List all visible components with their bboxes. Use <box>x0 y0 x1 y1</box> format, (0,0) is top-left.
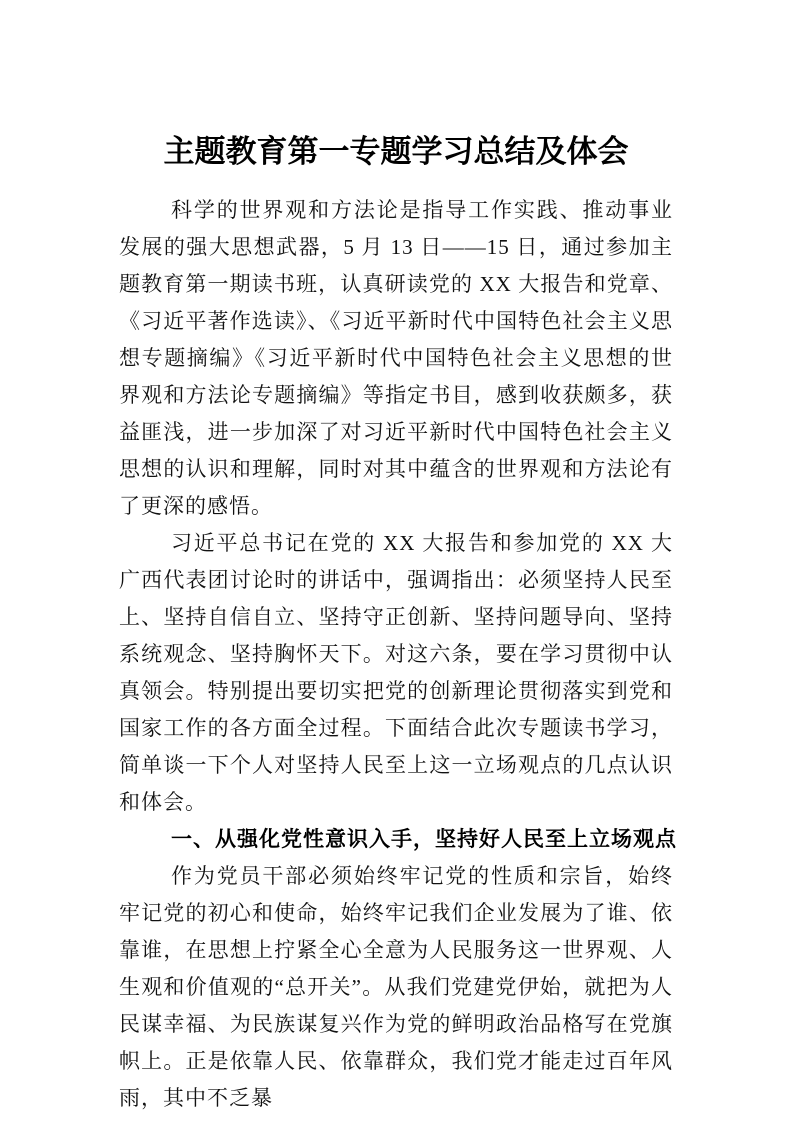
paragraph-general-secretary-remarks: 习近平总书记在党的 XX 大报告和参加党的 XX 大广西代表团讨论时的讲话中，强调指出：必须坚持人民至上、坚持自信自立、坚持守正创新、坚持问题导向、坚持系统观念、坚持胸怀天下。对这六条，要在学习贯彻中认真领会。特别提出要切实把党的创新理论贯彻落实到党和国家工作的各方面全过程。下面结合此次专题读书学习，简单谈一下个人对坚持人民至上这一立场观点的几点认识和体会。 <box>119 531 673 814</box>
section-heading-1: 一、从强化党性意识入手，坚持好人民至上立场观点 <box>171 828 677 851</box>
paragraph-section-1-body: 作为党员干部必须始终牢记党的性质和宗旨，始终牢记党的初心和使命，始终牢记我们企业发展为了谁、依靠谁，在思想上拧紧全心全意为人民服务这一世界观、人生观和价值观的“总开关”。从我们党建党伊始，就把为人民谋幸福、为民族谋复兴作为党的鲜明政治品格写在党旗帜上。正是依靠人民、依靠群众，我们党才能走过百年风雨，其中不乏暴 <box>119 864 673 1110</box>
document-title: 主题教育第一专题学习总结及体会 <box>163 134 629 169</box>
document-content <box>119 130 677 1117</box>
paragraph-study-intro: 科学的世界观和方法论是指导工作实践、推动事业发展的强大思想武器，5 月 13 日——15 日，通过参加主题教育第一期读书班，认真研读党的 XX 大报告和党章、《习近平著作选读》、《习近平新时代中国特色社会主义思想专题摘编》《习近平新时代中国特色社会主义思想的世界观和方法论专题摘编》等指定书目，感到收获颇多，获益匪浅，进一步加深了对习近平新时代中国特色社会主义思想的认识和理解，同时对其中蕴含的世界观和方法论有了更深的感悟。 <box>119 198 673 518</box>
